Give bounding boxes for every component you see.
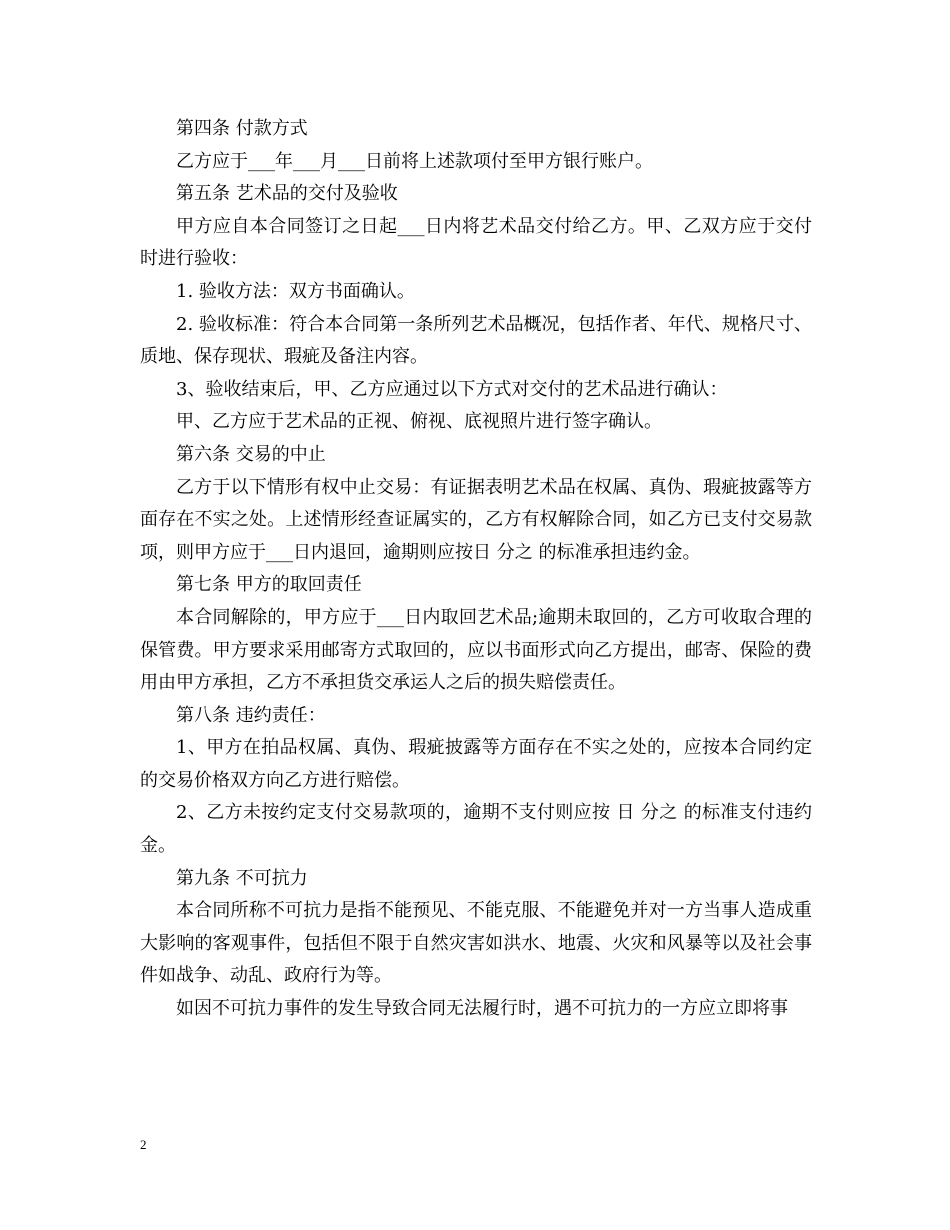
article-4-heading: 第四条 付款方式 (176, 118, 308, 139)
article-6-heading: 第六条 交易的中止 (176, 443, 326, 465)
article-5-item-1: 1. 验收方法：双方书面确认。 (176, 280, 415, 302)
article-7-text: 本合同解除的，甲方应于___日内取回艺术品;逾期未取回的，乙方可收取合理的保管费。甲方要求采用邮寄方式取回的，应以书面形式向乙方提出，邮寄、保险的费用由甲方承担，乙方不承担货交承运人之后的损失赔偿责任。 (140, 606, 812, 694)
article-9-text: 本合同所称不可抗力是指不能预见、不能克服、不能避免并对一方当事人造成重大影响的客观事件，包括但不限于自然灾害如洪水、地震、火灾和风暴等以及社会事件如战争、动乱、政府行为等。 (140, 900, 812, 987)
page-number: 2 (140, 1137, 147, 1152)
article-9-heading: 第九条 不可抗力 (176, 867, 308, 889)
document-body (140, 113, 812, 1026)
article-8-item-2: 2、乙方未按约定支付交易款项的，逾期不支付则应按 日 分之 的标准支付违约金。 (140, 802, 812, 857)
article-8-heading: 第八条 违约责任： (176, 704, 326, 726)
article-6-text: 乙方于以下情形有权中止交易：有证据表明艺术品在权属、真伪、瑕疵披露等方面存在不实之处。上述情形经查证属实的，乙方有权解除合同，如乙方已支付交易款项，则甲方应于___日内退回，逾期则应按日 分之 的标准承担违约金。 (140, 476, 812, 563)
article-4-text: 乙方应于___年___月___日前将上述款项付至甲方银行账户。 (176, 150, 653, 172)
article-9-continued: 如因不可抗力事件的发生导致合同无法履行时，遇不可抗力的一方应立即将事 (176, 998, 788, 1020)
article-5-item-3: 3、验收结束后，甲、乙方应通过以下方式对交付的艺术品进行确认： (176, 378, 728, 400)
article-5-text: 甲方应自本合同签订之日起___日内将艺术品交付给乙方。甲、乙双方应于交付时进行验收： (140, 215, 812, 270)
article-5-item-3-detail: 甲、乙方应于艺术品的正视、俯视、底视照片进行签字确认。 (176, 411, 662, 433)
article-7-heading: 第七条 甲方的取回责任 (176, 574, 362, 596)
article-5-item-2: 2. 验收标准：符合本合同第一条所列艺术品概况，包括作者、年代、规格尺寸、质地、保存现状、瑕疵及备注内容。 (140, 313, 812, 368)
article-5-heading: 第五条 艺术品的交付及验收 (176, 183, 398, 205)
article-8-item-1: 1、甲方在拍品权属、真伪、瑕疵披露等方面存在不实之处的，应按本合同约定的交易价格双方向乙方进行赔偿。 (140, 737, 812, 791)
